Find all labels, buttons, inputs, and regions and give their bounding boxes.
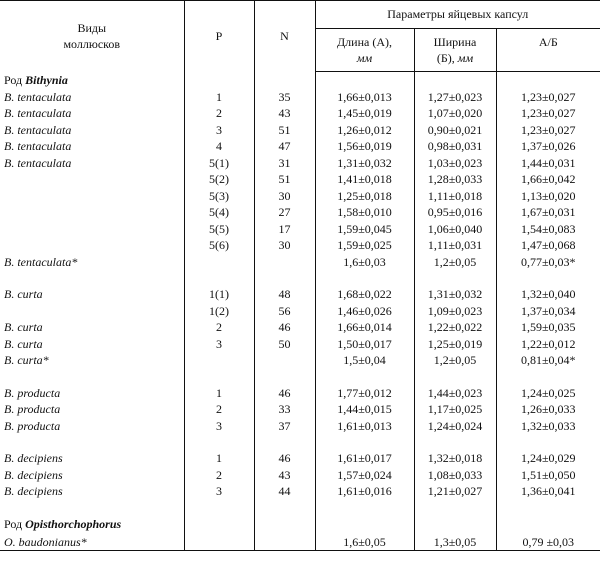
length-cell: 1,77±0,012 (315, 385, 414, 402)
table-row (0, 188, 600, 205)
p-cell: 1 (184, 89, 254, 106)
p-cell: 1 (184, 385, 254, 402)
width-cell: 1,2±0,05 (414, 352, 496, 369)
p-cell: 1 (184, 450, 254, 467)
width-cell: 1,2±0,05 (414, 254, 496, 271)
p-cell: 4 (184, 138, 254, 155)
table-row (0, 122, 600, 139)
table-body (0, 72, 600, 551)
species-cell: B. curta* (4, 353, 49, 367)
species-cell: B. producta (4, 402, 61, 416)
width-cell: 1,08±0,033 (414, 467, 496, 484)
table-row (0, 319, 600, 336)
width-cell: 1,3±0,05 (414, 534, 496, 551)
table-row (0, 171, 600, 188)
p-cell: 3 (184, 418, 254, 435)
width-cell: 1,27±0,023 (414, 89, 496, 106)
width-cell: 1,32±0,018 (414, 450, 496, 467)
length-cell: 1,46±0,026 (315, 303, 414, 320)
ratio-cell: 0,79 ±0,03 (496, 534, 600, 551)
p-cell: 3 (184, 122, 254, 139)
ratio-cell: 1,32±0,040 (496, 286, 600, 303)
n-cell (254, 352, 315, 369)
p-cell: 5(1) (184, 155, 254, 172)
header-params: Параметры яйцевых капсул (315, 1, 600, 29)
ratio-cell: 1,22±0,012 (496, 336, 600, 353)
table-row (0, 467, 600, 484)
ratio-cell: 1,23±0,027 (496, 89, 600, 106)
spacer-row (0, 500, 600, 516)
ratio-cell: 1,23±0,027 (496, 122, 600, 139)
length-cell: 1,59±0,025 (315, 237, 414, 254)
n-cell: 48 (254, 286, 315, 303)
length-cell: 1,45±0,019 (315, 105, 414, 122)
p-cell: 3 (184, 336, 254, 353)
p-cell (184, 534, 254, 551)
length-cell: 1,66±0,014 (315, 319, 414, 336)
width-cell: 1,07±0,020 (414, 105, 496, 122)
length-cell: 1,5±0,04 (315, 352, 414, 369)
ratio-cell: 1,51±0,050 (496, 467, 600, 484)
width-cell: 1,31±0,032 (414, 286, 496, 303)
length-cell: 1,50±0,017 (315, 336, 414, 353)
header-p: P (184, 1, 254, 72)
species-cell (0, 221, 184, 238)
width-cell: 1,25±0,019 (414, 336, 496, 353)
p-cell: 5(5) (184, 221, 254, 238)
n-cell: 51 (254, 122, 315, 139)
p-cell: 2 (184, 105, 254, 122)
ratio-cell: 1,13±0,020 (496, 188, 600, 205)
table-row (0, 221, 600, 238)
width-cell: 0,90±0,021 (414, 122, 496, 139)
species-cell (0, 204, 184, 221)
table-row (0, 534, 600, 551)
ratio-cell: 1,59±0,035 (496, 319, 600, 336)
table-row (0, 105, 600, 122)
table-row (0, 418, 600, 435)
p-cell: 1(1) (184, 286, 254, 303)
n-cell: 46 (254, 385, 315, 402)
ratio-cell: 1,36±0,041 (496, 483, 600, 500)
n-cell (254, 534, 315, 551)
ratio-cell: 1,26±0,033 (496, 401, 600, 418)
n-cell: 33 (254, 401, 315, 418)
genus-row: Род Bithynia (0, 72, 600, 89)
length-cell: 1,57±0,024 (315, 467, 414, 484)
n-cell: 30 (254, 237, 315, 254)
table-row (0, 237, 600, 254)
species-cell (0, 303, 184, 320)
species-cell: B. curta (4, 336, 43, 351)
ratio-cell: 0,81±0,04* (496, 352, 600, 369)
table-row (0, 303, 600, 320)
genus-row: Род Opisthorchophorus (0, 516, 600, 534)
p-cell: 5(3) (184, 188, 254, 205)
width-cell: 1,22±0,022 (414, 319, 496, 336)
species-cell (0, 171, 184, 188)
header-width: Ширина (Б), мм (414, 29, 496, 72)
n-cell: 31 (254, 155, 315, 172)
width-cell: 1,03±0,023 (414, 155, 496, 172)
p-cell: 2 (184, 319, 254, 336)
length-cell: 1,61±0,016 (315, 483, 414, 500)
ratio-cell: 1,24±0,025 (496, 385, 600, 402)
width-cell: 1,44±0,023 (414, 385, 496, 402)
table-row (0, 336, 600, 353)
species-cell: B. tentaculata (4, 122, 72, 137)
species-cell (0, 237, 184, 254)
header-n: N (254, 1, 315, 72)
n-cell: 56 (254, 303, 315, 320)
length-cell: 1,41±0,018 (315, 171, 414, 188)
width-cell: 1,17±0,025 (414, 401, 496, 418)
n-cell: 27 (254, 204, 315, 221)
p-cell: 5(6) (184, 237, 254, 254)
width-cell: 1,11±0,031 (414, 237, 496, 254)
ratio-cell: 1,47±0,068 (496, 237, 600, 254)
table-row (0, 286, 600, 303)
species-cell: B. tentaculata (4, 106, 72, 120)
ratio-cell: 1,23±0,027 (496, 105, 600, 122)
p-cell (184, 352, 254, 369)
table-row (0, 385, 600, 402)
width-cell: 0,98±0,031 (414, 138, 496, 155)
ratio-cell: 1,32±0,033 (496, 418, 600, 435)
n-cell (254, 254, 315, 271)
length-cell: 1,59±0,045 (315, 221, 414, 238)
ratio-cell: 1,67±0,031 (496, 204, 600, 221)
table-row (0, 401, 600, 418)
width-cell: 1,11±0,018 (414, 188, 496, 205)
length-cell: 1,61±0,013 (315, 418, 414, 435)
species-cell: B. tentaculata (4, 139, 72, 153)
n-cell: 51 (254, 171, 315, 188)
species-cell: B. curta (4, 287, 43, 301)
length-cell: 1,25±0,018 (315, 188, 414, 205)
table-row (0, 204, 600, 221)
ratio-cell: 1,37±0,026 (496, 138, 600, 155)
width-cell: 1,24±0,024 (414, 418, 496, 435)
ratio-cell: 1,44±0,031 (496, 155, 600, 172)
species-cell (0, 188, 184, 205)
width-cell: 1,09±0,023 (414, 303, 496, 320)
table-row (0, 352, 600, 369)
table-row (0, 450, 600, 467)
table-row (0, 89, 600, 106)
p-cell: 1(2) (184, 303, 254, 320)
table-row (0, 254, 600, 271)
spacer-row (0, 434, 600, 450)
species-cell: B. tentaculata (4, 155, 72, 170)
p-cell: 2 (184, 401, 254, 418)
length-cell: 1,61±0,017 (315, 450, 414, 467)
width-cell: 0,95±0,016 (414, 204, 496, 221)
p-cell: 3 (184, 483, 254, 500)
species-cell: B. producta (4, 418, 61, 433)
species-cell: O. baudonianus* (0, 534, 184, 551)
header-ratio: А/Б (496, 29, 600, 72)
n-cell: 50 (254, 336, 315, 353)
species-cell: B. decipiens (4, 467, 63, 482)
width-cell: 1,28±0,033 (414, 171, 496, 188)
n-cell: 37 (254, 418, 315, 435)
p-cell (184, 254, 254, 271)
width-cell: 1,21±0,027 (414, 483, 496, 500)
table-row (0, 155, 600, 172)
p-cell: 5(4) (184, 204, 254, 221)
n-cell: 44 (254, 483, 315, 500)
n-cell: 43 (254, 105, 315, 122)
n-cell: 17 (254, 221, 315, 238)
length-cell: 1,58±0,010 (315, 204, 414, 221)
species-cell: B. tentaculata (4, 89, 72, 104)
width-cell: 1,06±0,040 (414, 221, 496, 238)
header-length: Длина (А), мм (315, 29, 414, 72)
n-cell: 46 (254, 319, 315, 336)
ratio-cell: 1,66±0,042 (496, 171, 600, 188)
length-cell: 1,44±0,015 (315, 401, 414, 418)
length-cell: 1,6±0,03 (315, 254, 414, 271)
species-cell: B. tentaculata* (4, 254, 78, 269)
species-cell: B. decipiens (4, 451, 63, 465)
length-cell: 1,66±0,013 (315, 89, 414, 106)
p-cell: 2 (184, 467, 254, 484)
n-cell: 35 (254, 89, 315, 106)
table-row (0, 483, 600, 500)
spacer-row (0, 270, 600, 286)
species-cell: B. decipiens (4, 484, 63, 498)
n-cell: 46 (254, 450, 315, 467)
length-cell: 1,68±0,022 (315, 286, 414, 303)
length-cell: 1,26±0,012 (315, 122, 414, 139)
ratio-cell: 1,54±0,083 (496, 221, 600, 238)
species-cell: B. curta (4, 320, 43, 334)
species-cell: B. producta (4, 385, 61, 400)
length-cell: 1,56±0,019 (315, 138, 414, 155)
ratio-cell: 1,24±0,029 (496, 450, 600, 467)
length-cell: 1,6±0,05 (315, 534, 414, 551)
n-cell: 43 (254, 467, 315, 484)
n-cell: 30 (254, 188, 315, 205)
p-cell: 5(2) (184, 171, 254, 188)
length-cell: 1,31±0,032 (315, 155, 414, 172)
header-species: Виды моллюсков (0, 1, 184, 72)
ratio-cell: 1,37±0,034 (496, 303, 600, 320)
n-cell: 47 (254, 138, 315, 155)
spacer-row (0, 369, 600, 385)
ratio-cell: 0,77±0,03* (496, 254, 600, 271)
table-row (0, 138, 600, 155)
